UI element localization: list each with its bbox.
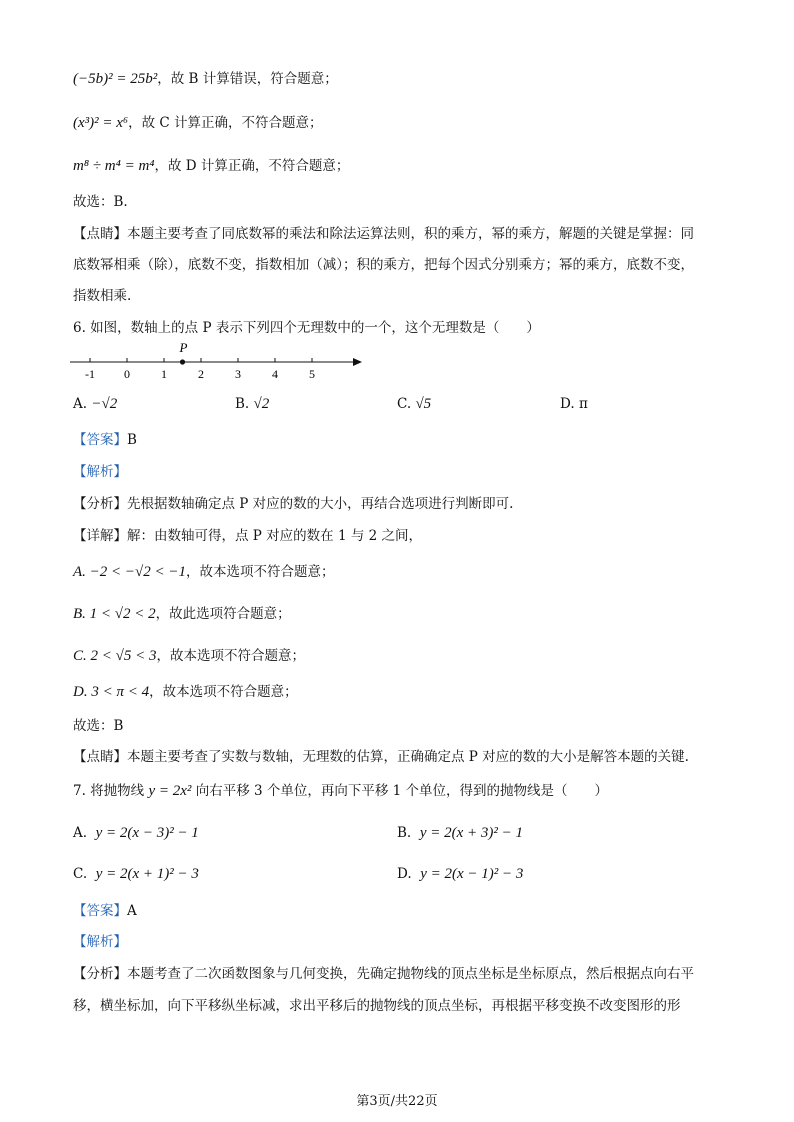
number-line-tick-label: -1	[85, 367, 95, 381]
math-expression: m⁸ ÷ m⁴ = m⁴	[73, 158, 155, 174]
line-text: ，故本选项不符合题意；	[149, 684, 298, 700]
solution-line-c	[73, 114, 323, 132]
q6-jiexi-tag: 【解析】	[73, 464, 127, 480]
q7-fenxi-line-2: 移，横坐标加，向下平移纵坐标减，求出平移后的抛物线的顶点坐标，再根据平移变换不改变图形的形	[73, 998, 681, 1014]
q7-option-b	[397, 824, 523, 842]
math-expression: B. 1 < √2 < 2	[73, 606, 156, 622]
option-value: y = 2(x + 3)² − 1	[419, 825, 523, 841]
option-value: −√2	[91, 396, 118, 412]
number-line-tick-label: 0	[124, 367, 130, 381]
q6-xiangjie: 【详解】解：由数轴可得，点 P 对应的数在 1 与 2 之间，	[73, 528, 423, 544]
number-line-arrow	[353, 358, 362, 366]
page-footer: 第3页/共22页	[356, 1094, 438, 1109]
q6-option-a	[73, 395, 117, 413]
q7-option-d	[397, 865, 523, 883]
stem-text: 7. 将抛物线	[73, 783, 145, 799]
number-line-tick-label: 5	[309, 367, 315, 381]
line-text: ，故 B 计算错误，符合题意；	[157, 71, 338, 87]
answer-tag: 【答案】	[73, 432, 127, 448]
line-text: ，故本选项不符合题意；	[156, 648, 305, 664]
q7-jiexi-tag: 【解析】	[73, 934, 127, 950]
option-value: π	[578, 396, 588, 412]
option-letter: D.	[560, 396, 575, 412]
q6-step-a	[73, 563, 335, 581]
option-value: y = 2(x − 3)² − 1	[95, 825, 199, 841]
q7-answer	[73, 902, 137, 920]
dianjing-line-1: 【点睛】本题主要考查了同底数幂的乘法和除法运算法则，积的乘方，幂的乘方，解题的关键是掌握：同	[73, 226, 694, 242]
q6-fenxi: 【分析】先根据数轴确定点 P 对应的数的大小，再结合选项进行判断即可.	[73, 496, 514, 512]
math-expression: C. 2 < √5 < 3	[73, 648, 157, 664]
option-letter: C.	[73, 866, 88, 882]
option-letter: C.	[397, 396, 412, 412]
dianjing-line-3: 指数相乘.	[73, 288, 132, 304]
math-expression: D. 3 < π < 4	[73, 684, 150, 700]
q6-option-c	[397, 395, 431, 413]
number-line-tick-label: 3	[235, 367, 241, 381]
option-value: y = 2(x − 1)² − 3	[420, 866, 524, 882]
q6-choose: 故选：B	[73, 718, 124, 734]
stem-text: 向右平移 3 个单位，再向下平移 1 个单位，得到的抛物线是（ ）	[195, 783, 609, 799]
q6-stem: 6. 如图，数轴上的点 P 表示下列四个无理数中的一个，这个无理数是（ ）	[73, 320, 540, 336]
option-value: √5	[415, 396, 432, 412]
answer-tag: 【答案】	[73, 903, 127, 919]
q6-step-c	[73, 647, 305, 665]
answer-value: B	[127, 432, 137, 448]
dianjing-line-2: 底数幂相乘（除），底数不变，指数相加（减）；积的乘方，把每个因式分别乘方；幂的乘方，底数不变，	[73, 257, 694, 273]
point-p-marker	[180, 359, 185, 364]
option-value: y = 2(x + 1)² − 3	[95, 866, 199, 882]
number-line-tick-label: 1	[161, 367, 167, 381]
solution-line-b	[73, 70, 338, 88]
solution-line-d	[73, 157, 349, 175]
point-p-label: P	[179, 340, 188, 355]
line-text: ，故 D 计算正确，不符合题意；	[154, 158, 350, 174]
option-letter: B.	[235, 396, 250, 412]
q6-dianjing: 【点睛】本题主要考查了实数与数轴，无理数的估算，正确确定点 P 对应的数的大小是解答本题的关键.	[73, 749, 689, 765]
line-text: ，故本选项不符合题意；	[186, 564, 335, 580]
q6-step-d	[73, 683, 298, 701]
q7-stem	[73, 782, 608, 800]
line-text: ，故 C 计算正确，不符合题意；	[128, 115, 323, 131]
option-letter: A.	[73, 396, 88, 412]
option-letter: D.	[397, 866, 412, 882]
math-expression: A. −2 < −√2 < −1	[73, 564, 187, 580]
q6-option-d	[560, 395, 588, 413]
q7-option-c	[73, 865, 199, 883]
math-expression: (x³)² = x⁶	[73, 115, 129, 131]
q6-option-b	[235, 395, 269, 413]
option-letter: A.	[73, 825, 88, 841]
answer-value: A	[127, 903, 137, 919]
line-text: ，故此选项符合题意；	[155, 606, 291, 622]
math-expression: (−5b)² = 25b²	[73, 71, 158, 87]
math-expression: y = 2x²	[148, 783, 192, 799]
q6-answer	[73, 431, 137, 449]
number-line-figure	[70, 340, 370, 390]
q7-fenxi-line-1: 【分析】本题考查了二次函数图象与几何变换，先确定抛物线的顶点坐标是坐标原点，然后根据点向右平	[73, 966, 694, 982]
q6-step-b	[73, 605, 291, 623]
q7-option-a	[73, 824, 199, 842]
option-value: √2	[253, 396, 270, 412]
choose-line: 故选：B.	[73, 194, 128, 210]
number-line-tick-label: 2	[198, 367, 204, 381]
option-letter: B.	[397, 825, 412, 841]
number-line-tick-label: 4	[272, 367, 278, 381]
